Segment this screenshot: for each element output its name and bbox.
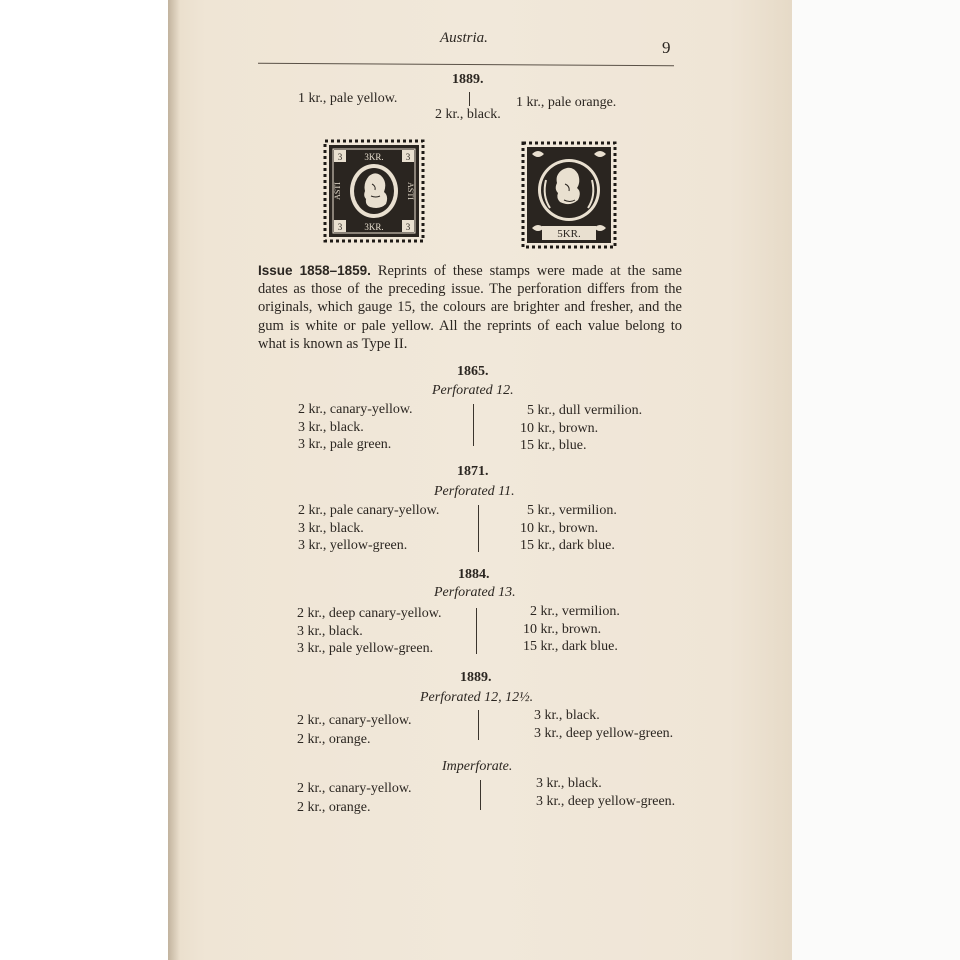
list-item: 10 kr., brown. [520,520,599,536]
stamp-side-text: ASTI [406,182,415,200]
perforation-heading: Perforated 13. [434,585,516,600]
stamp-corner-text: 3 [405,222,411,232]
list-item: 2 kr., orange. [297,800,371,815]
list-item: 3 kr., deep yellow-green. [536,793,676,809]
book-page [168,0,792,960]
stamp-side-text: ASTI [333,182,342,200]
list-item: 3 kr., yellow-green. [298,538,408,553]
perforation-heading: Perforated 12, 12½. [420,690,534,705]
paragraph-text: Reprints of these stamps were made at the same dates as those of the preceding issue. The perforation differs from the originals, which gauge 15, the colours are brighter and fresher, and the gum is white or pale yellow. All the reprints of each value belong to what is known as Type II. [258,263,682,352]
list-item: 3 kr., black. [536,776,602,791]
list-item: 1 kr., pale orange. [516,95,617,110]
column-divider [476,608,477,654]
column-divider [480,780,481,810]
column-divider [478,505,479,552]
stamp-illustration-3kr [322,138,426,244]
list-item: 3 kr., deep yellow-green. [534,725,674,741]
list-item: 1 kr., pale yellow. [298,91,398,106]
list-item: 3 kr., black. [534,708,600,723]
running-head: Austria. [440,30,488,46]
list-item: 2 kr., canary-yellow. [298,402,413,417]
gutter-shadow [168,0,180,960]
perforation-heading: Perforated 11. [434,484,515,499]
right-column [520,502,617,555]
perforation-heading: Perforated 12. [432,383,514,398]
list-item: 2 kr., deep canary-yellow. [297,606,442,621]
column-divider [478,710,479,740]
list-item: 2 kr., canary-yellow. [297,781,412,796]
right-column [523,603,620,656]
year-heading: 1884. [458,567,490,582]
year-heading: 1865. [457,364,489,379]
right-column [520,402,642,455]
left-column [297,711,412,749]
body-paragraph [258,262,682,353]
list-item: 15 kr., dark blue. [520,538,615,553]
perforation-heading: Imperforate. [442,759,513,774]
list-item: 3 kr., pale green. [298,437,392,452]
stamp-corner-text: 3 [337,152,343,162]
list-item: 2 kr., orange. [297,732,371,747]
list-item: 2 kr., canary-yellow. [297,713,412,728]
year-heading: 1871. [457,464,489,479]
list-item: 2 kr., black. [435,107,501,122]
right-column [536,775,675,810]
left-column [297,605,441,658]
list-item: 10 kr., brown. [523,621,602,637]
stamp-top-text: 3KR. [364,152,384,162]
background-margin [792,0,960,960]
list-item: 15 kr., blue. [520,438,587,453]
paragraph-lead: Issue 1858–1859. [258,263,371,278]
column-divider [473,404,474,446]
list-item: 5 kr., vermilion. [527,503,617,518]
list-item: 5 kr., dull vermilion. [527,403,643,418]
year-heading: 1889. [452,72,484,87]
list-item: 2 kr., vermilion. [530,604,620,619]
stamp-corner-text: 3 [337,222,343,232]
right-column [534,707,673,742]
stamp-value-text: 5KR. [557,228,581,240]
list-item: 3 kr., black. [298,520,364,536]
list-item: 10 kr., brown. [520,420,599,436]
list-item: 3 kr., black. [297,623,363,639]
list-item: 2 kr., pale canary-yellow. [298,503,440,518]
column-divider [469,92,470,106]
list-item: 3 kr., black. [298,419,364,435]
stamp-bottom-text: 3KR. [364,222,384,232]
stamp-corner-text: 3 [405,152,411,162]
left-column [297,779,412,817]
left-column [298,401,413,454]
list-item: 3 kr., pale yellow-green. [297,641,434,656]
stamp-illustration-5kr [520,140,618,250]
page-number: 9 [662,38,671,57]
list-item: 15 kr., dark blue. [523,639,618,654]
year-heading: 1889. [460,670,492,685]
left-column [298,502,439,555]
